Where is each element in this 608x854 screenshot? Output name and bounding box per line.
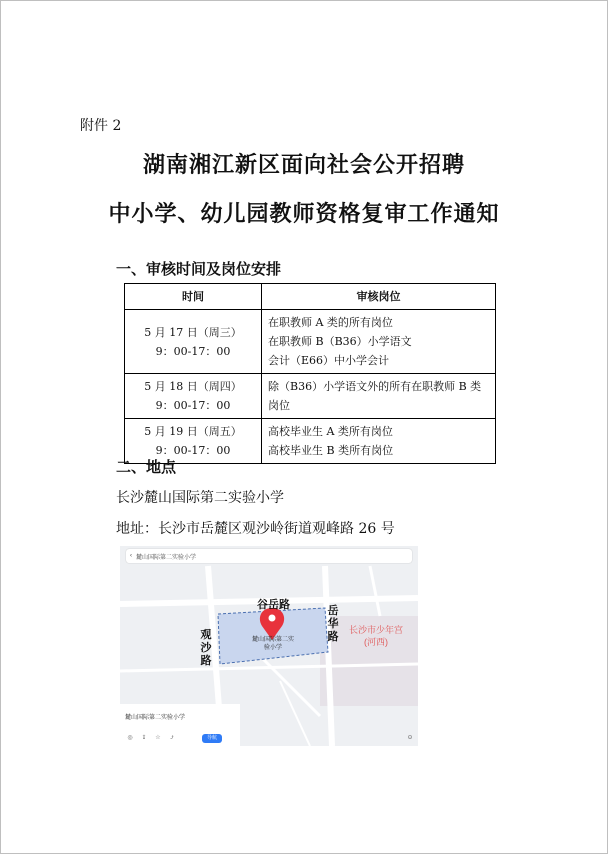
navigate-button[interactable]: 导航 [202, 734, 222, 743]
table-row [125, 310, 496, 374]
table-row [125, 419, 496, 464]
title-line-2: 中小学、幼儿园教师资格复审工作通知 [108, 202, 500, 227]
table-header-positions: 审核岗位 [262, 284, 496, 310]
row-hours: 9：00-17：00 [155, 399, 231, 412]
section-2-heading: 二、地点 [116, 458, 177, 476]
table-header-time: 时间 [125, 284, 262, 310]
map-bottom-panel [120, 704, 240, 746]
row-hours: 9：00-17：00 [155, 344, 231, 358]
location-map[interactable] [120, 546, 418, 746]
table-cell-positions [262, 419, 496, 464]
back-icon[interactable]: ‹ [130, 553, 132, 559]
row-date: 5 月 19 日（周五） [144, 425, 242, 438]
star-icon[interactable]: ☆ [155, 734, 161, 741]
road-label-west: 观沙路 [200, 628, 212, 667]
schedule-table [124, 283, 496, 464]
map-search-bar[interactable] [126, 549, 412, 563]
table-cell-positions [262, 374, 496, 419]
map-search-text: 麓山国际第二实验小学 [136, 554, 197, 561]
position-line: 岗位 [268, 399, 290, 412]
attachment-label: 附件 2 [80, 118, 122, 134]
row-hours: 9：00-17：00 [155, 444, 231, 457]
school-name: 长沙麓山国际第二实验小学 [116, 490, 284, 506]
position-line: 在职教师 B（B36）小学语文 [268, 335, 412, 348]
table-header-row [125, 284, 496, 310]
position-line: 高校毕业生 B 类所有岗位 [268, 444, 394, 457]
position-line: 高校毕业生 A 类所有岗位 [268, 425, 393, 438]
table-cell-time [125, 374, 262, 419]
position-line: 除（B36）小学语文外的所有在职教师 B 类 [268, 380, 482, 393]
table-cell-time [125, 310, 262, 374]
road-label-east: 岳华路 [327, 604, 339, 643]
table-cell-positions [262, 310, 496, 374]
panel-title: 麓山国际第二实验小学 [125, 715, 186, 721]
location-icon[interactable]: ◎ [127, 734, 133, 741]
address: 地址：长沙市岳麓区观沙岭街道观峰路 26 号 [116, 521, 395, 537]
road-label-north: 谷岳路 [257, 598, 290, 611]
table-row [125, 374, 496, 419]
title-line-1: 湖南湘江新区面向社会公开招聘 [142, 153, 465, 178]
share-icon[interactable]: ⇪ [141, 734, 147, 741]
target-icon[interactable]: ⊙ [407, 734, 413, 741]
position-line: 会计（E66）中小学会计 [268, 354, 390, 367]
row-date: 5 月 18 日（周四） [144, 380, 242, 393]
route-icon[interactable]: ⤴ [169, 734, 175, 741]
position-line: 在职教师 A 类的所有岗位 [268, 316, 393, 329]
section-1-heading: 一、审核时间及岗位安排 [116, 260, 282, 278]
poi-label: 长沙市少年宫(河西) [348, 625, 403, 647]
map-pin-label: 麓山国际第二实验小学 [251, 637, 294, 651]
row-date: 5 月 17 日（周三） [144, 325, 242, 339]
